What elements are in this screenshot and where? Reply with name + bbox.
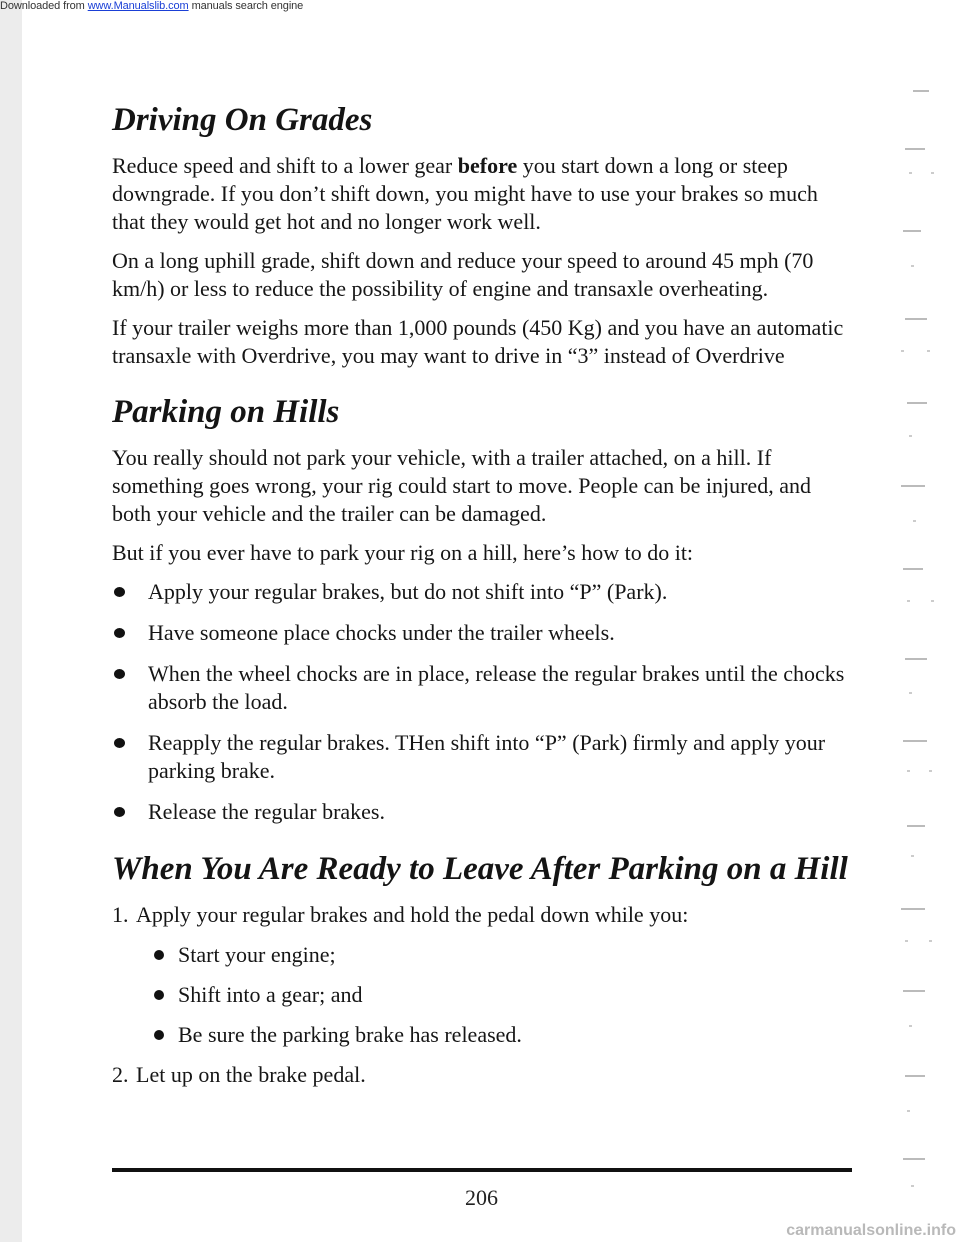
download-header (0, 0, 303, 12)
bullet-icon (154, 950, 164, 960)
page-edge (0, 0, 22, 1242)
list-item: Release the regular brakes. (112, 798, 852, 826)
bullet-icon (114, 628, 125, 638)
list-item: Reapply the regular brakes. THen shift into “P” (Park) firmly and apply your parking brake. (112, 729, 852, 785)
bullet-icon (114, 738, 125, 748)
bullet-icon (114, 669, 125, 679)
list-item: Shift into a gear; and (136, 981, 852, 1009)
list-item: Have someone place chocks under the trailer wheels. (112, 619, 852, 647)
manualslib-link[interactable]: www.Manualslib.com (87, 0, 189, 12)
list-item: 1. Apply your regular brakes and hold the pedal down while you: Start your engine; Shift into a gear; and Be sure the parking brake has released. (112, 901, 852, 1049)
page-number: 206 (465, 1185, 498, 1210)
heading-leave-after-parking: When You Are Ready to Leave After Parking on a Hill (112, 851, 848, 887)
bullet-icon (154, 990, 164, 1000)
margin-tick-marks (885, 80, 955, 1200)
grades-paragraph-1: Reduce speed and shift to a lower gear before you start down a long or steep downgrade. If you don’t shift down, you might have to use your brakes so much that they would get hot and no longer work well. (112, 153, 818, 234)
step-number: 2. (112, 1062, 129, 1087)
parking-paragraph-1: You really should not park your vehicle, with a trailer attached, on a hill. If something goes wrong, your rig could start to move. People can be injured, and both your vehicle and the trailer can be damaged. (112, 445, 811, 526)
grades-paragraph-3: If your trailer weighs more than 1,000 pounds (450 Kg) and you have an automatic transaxle with Overdrive, you may want to drive in “3” instead of Overdrive (112, 315, 844, 368)
footer-rule (112, 1168, 852, 1172)
heading-driving-on-grades: Driving On Grades (112, 102, 373, 138)
parking-paragraph-2: But if you ever have to park your rig on a hill, here’s how to do it: (112, 540, 694, 565)
list-item: Apply your regular brakes, but do not shift into “P” (Park). (112, 578, 852, 606)
list-item: Start your engine; (136, 941, 852, 969)
bullet-icon (154, 1030, 164, 1040)
watermark-text: carmanualsonline.info (786, 1222, 956, 1239)
bullet-icon (114, 587, 125, 597)
header-suffix: manuals search engine (191, 0, 304, 12)
parking-steps-list (112, 578, 852, 826)
step-number: 1. (112, 902, 129, 927)
grades-paragraph-2: On a long uphill grade, shift down and reduce your speed to around 45 mph (70 km/h) or less to reduce the possibility of engine and transaxle overheating. (112, 248, 814, 301)
page-content (112, 100, 852, 1101)
leaving-steps-list (112, 901, 852, 1089)
list-item: When the wheel chocks are in place, release the regular brakes until the chocks absorb the load. (112, 660, 852, 716)
emphasis-before: before (457, 153, 518, 178)
heading-parking-on-hills: Parking on Hills (112, 394, 340, 430)
sub-steps-list (136, 941, 852, 1049)
header-prefix: Downloaded from (0, 0, 85, 12)
bullet-icon (114, 807, 125, 817)
list-item: Be sure the parking brake has released. (136, 1021, 852, 1049)
list-item: 2. Let up on the brake pedal. (112, 1062, 366, 1087)
